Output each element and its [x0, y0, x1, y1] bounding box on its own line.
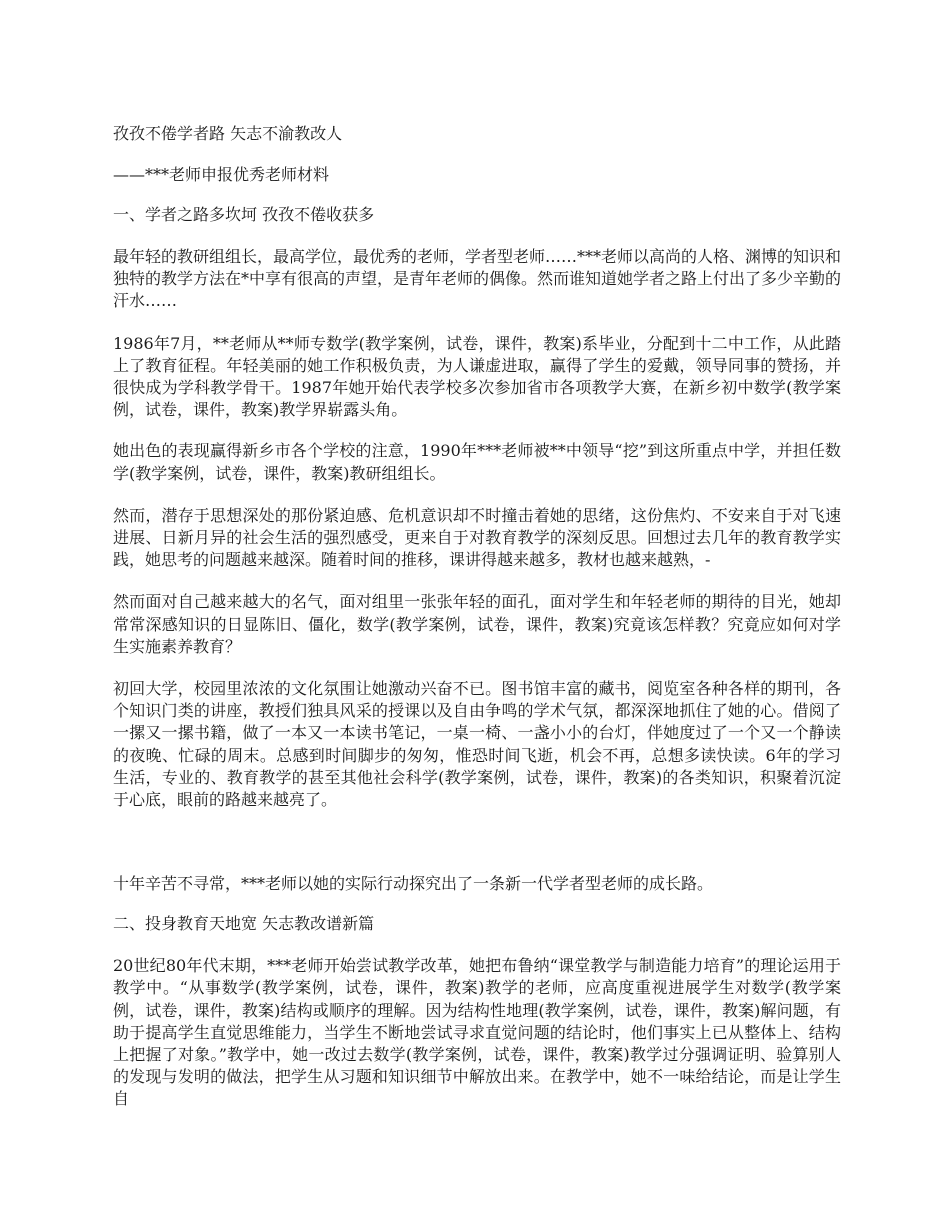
paragraph: 十年辛苦不寻常，***老师以她的实际行动探究出了一条新一代学者型老师的成长路。	[113, 874, 714, 894]
paragraph: 初回大学，校园里浓浓的文化氛围让她激动兴奋不已。图书馆丰富的藏书，阅览室各种各样的期刊，各个知识门类的讲座，教授们独具风采的授课以及自由争鸣的学术气氛，都深深地抓住了她的心。借阅了一摞又一摞书籍，做了一本又一本读书笔记，一桌一椅、一盏小小的台灯，伴她度过了一个又一个静读的夜晚、忙碌的周末。总感到时间脚步的匆匆，惟恐时间飞逝，机会不再，总想多读快读。6年的学习生活，专业的、教育教学的甚至其他社会科学(教学案例，试卷，课件，教案)的各类知识，积聚着沉淀于心底，眼前的路越来越亮了。	[113, 679, 841, 810]
paragraph: 她出色的表现赢得新乡市各个学校的注意，1990年***老师被**中领导“挖”到这所重点中学，并担任数学(教学案例，试卷，课件，教案)教研组组长。	[113, 441, 841, 483]
document-title: 孜孜不倦学者路 矢志不渝教改人	[113, 124, 343, 143]
paragraph: 最年轻的教研组组长，最高学位，最优秀的老师，学者型老师……***老师以高尚的人格、渊博的知识和独特的教学方法在*中享有很高的声望，是青年老师的偶像。然而谁知道她学者之路上付出了多少辛勤的汗水……	[113, 247, 842, 311]
paragraph: 然而，潜存于思想深处的那份紧迫感、危机意识却不时撞击着她的思绪，这份焦灼、不安来自于对飞速进展、日新月异的社会生活的强烈感受，更来自于对教育教学的深刻反思。回想过去几年的教育教学实践，她思考的问题越来越深。随着时间的推移，课讲得越来越多，教材也越来越熟，-	[113, 505, 841, 570]
section-heading-1: 一、学者之路多坎坷 孜孜不倦收获多	[113, 205, 375, 224]
section-heading-2: 二、投身教育天地宽 矢志教改谱新篇	[113, 914, 375, 934]
document-page	[113, 118, 841, 1111]
paragraph: 然而面对自己越来越大的名气，面对组里一张张年轻的面孔，面对学生和年轻老师的期待的目光，她却常常深感知识的日显陈旧、僵化，数学(教学案例，试卷，课件，教案)究竟该怎样教？究竟应如何对学生实施素养教育？	[113, 592, 841, 656]
document-subtitle: ——***老师申报优秀老师材料	[113, 165, 330, 184]
paragraph: 1986年7月，**老师从**师专数学(教学案例，试卷，课件，教案)系毕业，分配到十二中工作，从此踏上了教育征程。年轻美丽的她工作积极负责，为人谦虚进取，赢得了学生的爱戴，领导同事的赞扬，并很快成为学科教学骨干。1987年她开始代表学校多次参加省市各项教学大赛，在新乡初中数学(教学案例，试卷，课件，教案)教学界崭露头角。	[113, 333, 841, 420]
paragraph: 20世纪80年代末期，***老师开始尝试教学改革，她把布鲁纳“课堂教学与制造能力培育”的理论运用于教学中。“从事数学(教学案例，试卷，课件，教案)教学的老师，应高度重视进展学生对数学(教学案例，试卷，课件，教案)结构或顺序的理解。因为结构性地理(教学案例，试卷，课件，教案)解问题，有助于提高学生直觉思维能力，当学生不断地尝试寻求直觉问题的结论时，他们事实上已从整体上、结构上把握了对象。”教学中，她一改过去数学(教学案例，试卷，课件，教案)教学过分强调证明、验算别人的发现与发明的做法，把学生从习题和知识细节中解放出来。在教学中，她不一味给结论，而是让学生自	[113, 956, 841, 1109]
